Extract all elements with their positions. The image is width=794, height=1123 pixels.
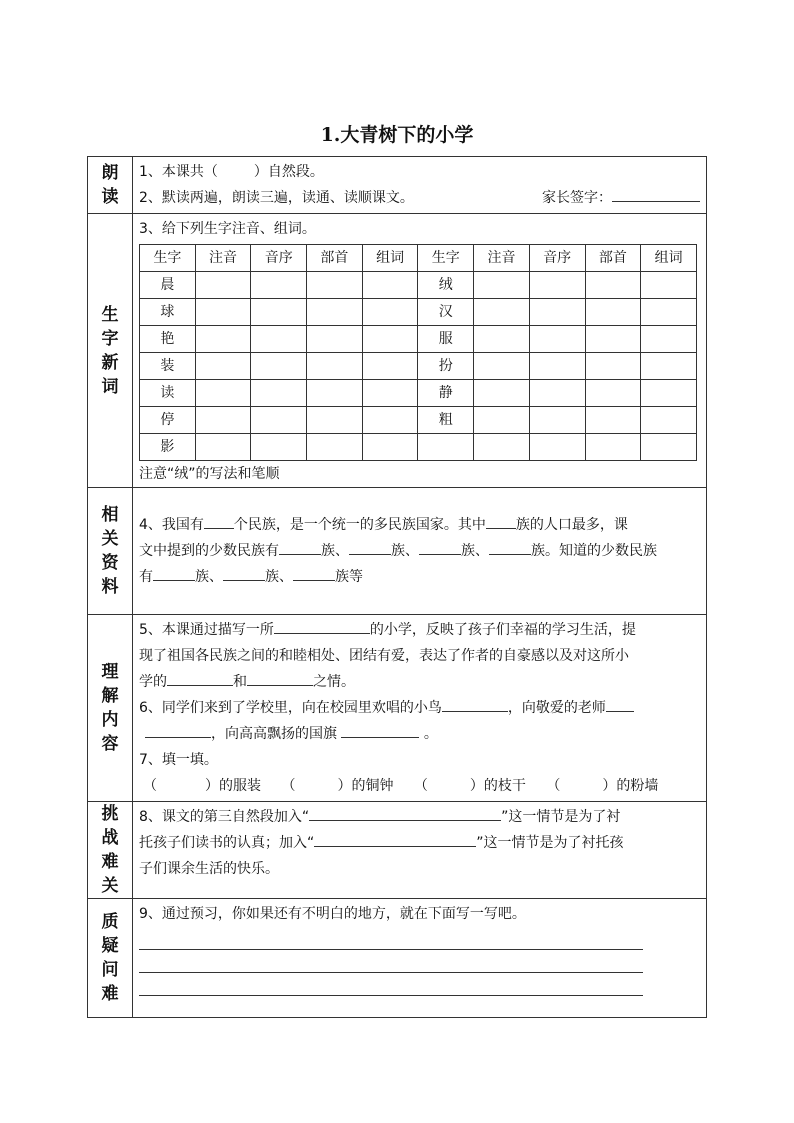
q7-item-3: （ ）的枝干 — [413, 778, 526, 794]
q8-line1 — [139, 804, 700, 830]
vocab-char-cell: 艳 — [140, 326, 196, 353]
q2-text: 2、默读两遍，朗读三遍，读通、读顺课文。 — [139, 190, 414, 206]
vocab-row-3 — [140, 326, 697, 353]
vocab-char-cell: 晨 — [140, 272, 196, 299]
signature — [542, 185, 700, 211]
vocab-answer-cell[interactable] — [251, 407, 307, 434]
vocab-answer-cell[interactable] — [474, 407, 530, 434]
vocab-answer-cell[interactable] — [641, 380, 697, 407]
vocab-answer-cell[interactable] — [251, 326, 307, 353]
info-label-text: 相关资料 — [101, 505, 119, 597]
questions-row — [88, 899, 707, 1018]
q4-part3: 族的人口最多，课 — [515, 517, 628, 533]
vocab-content — [133, 214, 707, 488]
vocab-answer-cell[interactable] — [529, 326, 585, 353]
vocab-answer-cell[interactable] — [362, 353, 418, 380]
vocab-answer-cell[interactable] — [362, 326, 418, 353]
vocab-char-cell: 静 — [418, 380, 474, 407]
vocab-answer-cell[interactable] — [307, 353, 363, 380]
vocab-answer-cell[interactable] — [529, 272, 585, 299]
vocab-answer-cell[interactable] — [307, 434, 363, 461]
q2-line — [139, 185, 700, 211]
vocab-table — [139, 244, 697, 461]
q5-d: 之情。 — [313, 674, 355, 690]
vocab-answer-cell[interactable] — [251, 299, 307, 326]
q5-he: 和 — [233, 674, 247, 690]
vocab-header-cell: 注音 — [474, 245, 530, 272]
signature-label: 家长签字： — [542, 190, 612, 206]
reading-row — [88, 157, 707, 214]
q9-text: 9、通过预习，你如果还有不明白的地方，就在下面写一写吧。 — [139, 906, 526, 922]
vocab-char-cell: 扮 — [418, 353, 474, 380]
q7-item-4: （ ）的粉墙 — [546, 778, 659, 794]
vocab-answer-cell[interactable] — [195, 353, 251, 380]
vocab-char-cell: 服 — [418, 326, 474, 353]
q4-blank-main[interactable] — [486, 512, 516, 529]
q4-zu-c: 族、 — [461, 543, 489, 559]
info-row — [88, 488, 707, 615]
questions-label — [88, 899, 133, 1018]
q6-line1 — [139, 695, 700, 721]
reading-label-text: 朗读 — [101, 163, 119, 207]
q5-blank-a[interactable] — [167, 669, 233, 686]
vocab-answer-cell[interactable] — [641, 299, 697, 326]
vocab-answer-cell[interactable] — [195, 434, 251, 461]
q4-blank-b[interactable] — [349, 538, 391, 555]
vocab-label-text: 生字新词 — [101, 304, 119, 397]
q5-blank-school[interactable] — [274, 617, 370, 634]
vocab-header-row — [140, 245, 697, 272]
questions-label-text: 质疑问难 — [101, 912, 119, 1004]
q4-line3 — [139, 564, 700, 590]
vocab-answer-cell[interactable] — [307, 272, 363, 299]
q5-blank-b[interactable] — [247, 669, 313, 686]
vocab-answer-cell[interactable] — [195, 299, 251, 326]
vocab-row — [88, 214, 707, 488]
vocab-char-cell: 绒 — [418, 272, 474, 299]
vocab-answer-cell[interactable] — [474, 380, 530, 407]
vocab-row-6 — [140, 407, 697, 434]
q6-blank-flag[interactable] — [341, 721, 419, 738]
q6-blank-bird[interactable] — [442, 695, 508, 712]
signature-blank[interactable] — [612, 185, 700, 202]
vocab-answer-cell[interactable] — [474, 326, 530, 353]
worksheet-table — [87, 156, 707, 1018]
vocab-answer-cell[interactable] — [529, 434, 585, 461]
vocab-answer-cell[interactable] — [307, 380, 363, 407]
q8-c: 托孩子们读书的认真；加入“ — [139, 835, 315, 851]
q8-blank-2[interactable] — [314, 830, 476, 847]
vocab-char-cell: 装 — [140, 353, 196, 380]
q5-line2: 现了祖国各民族之间的和睦相处、团结有爱，表达了作者的自豪感以及对这所小 — [139, 648, 629, 664]
q4-line3-start: 有 — [139, 569, 153, 585]
vocab-answer-cell[interactable] — [251, 272, 307, 299]
info-content — [133, 488, 707, 615]
vocab-answer-cell[interactable] — [362, 272, 418, 299]
write-line-1[interactable] — [139, 927, 643, 950]
vocab-answer-cell[interactable] — [362, 434, 418, 461]
q8-d: ”这一情节是为了衬托孩 — [476, 835, 624, 851]
q1-suffix: ）自然段。 — [253, 164, 324, 180]
vocab-answer-cell[interactable] — [529, 353, 585, 380]
q8-a: 8、课文的第三自然段加入“ — [139, 809, 310, 825]
vocab-answer-cell[interactable] — [474, 299, 530, 326]
vocab-answer-cell[interactable] — [251, 380, 307, 407]
write-line-2[interactable] — [139, 950, 643, 973]
q4-part1: 4、我国有 — [139, 517, 204, 533]
vocab-answer-cell[interactable] — [641, 353, 697, 380]
q7-item-1-text: 的服装 — [219, 778, 261, 794]
vocab-header-cell: 组词 — [641, 245, 697, 272]
vocab-label — [88, 214, 133, 488]
q4-blank-a[interactable] — [279, 538, 321, 555]
q6-blank-teacher-a[interactable] — [606, 695, 634, 712]
vocab-answer-cell[interactable] — [585, 353, 641, 380]
q4-zu-e: 族、 — [195, 569, 223, 585]
challenge-content — [133, 802, 707, 899]
vocab-char-cell: 停 — [140, 407, 196, 434]
q8-blank-1[interactable] — [309, 804, 501, 821]
q6-blank-teacher-b[interactable] — [145, 721, 211, 738]
vocab-answer-cell[interactable] — [307, 299, 363, 326]
q3-text: 3、给下列生字注音、组词。 — [139, 221, 316, 237]
q8-b: ”这一情节是为了衬 — [501, 809, 621, 825]
vocab-answer-cell[interactable] — [585, 434, 641, 461]
q7-items — [139, 773, 700, 799]
q6-b: ，向敬爱的老师 — [507, 700, 606, 716]
q6-a: 6、同学们来到了学校里，向在校园里欢唱的小鸟 — [139, 700, 442, 716]
q4-blank-g[interactable] — [293, 564, 335, 581]
q4-zu-deng: 族等 — [335, 569, 363, 585]
q5-line3 — [139, 669, 700, 695]
vocab-char-cell: 粗 — [418, 407, 474, 434]
q7-item-4-text: 的粉墙 — [616, 778, 659, 794]
q7-item-1: （ ）的服装 — [143, 778, 261, 794]
q4-blank-e[interactable] — [153, 564, 195, 581]
vocab-answer-cell[interactable] — [362, 407, 418, 434]
q1-prefix: 1、本课共（ — [139, 164, 218, 180]
q4-part2: 个民族，是一个统一的多民族国家。其中 — [233, 517, 486, 533]
q5-line1 — [139, 617, 700, 643]
vocab-row-4 — [140, 353, 697, 380]
vocab-char-cell — [418, 434, 474, 461]
q4-line2-start: 文中提到的少数民族有 — [139, 543, 279, 559]
questions-content — [133, 899, 707, 1018]
understand-content — [133, 615, 707, 802]
vocab-answer-cell[interactable] — [641, 272, 697, 299]
reading-label — [88, 157, 133, 214]
vocab-answer-cell[interactable] — [195, 326, 251, 353]
vocab-note: 注意“绒”的写法和笔顺 — [139, 466, 280, 482]
write-line-3[interactable] — [139, 973, 643, 996]
vocab-char-cell: 球 — [140, 299, 196, 326]
vocab-answer-cell[interactable] — [251, 434, 307, 461]
page-title: 1.大青树下的小学 — [320, 124, 474, 146]
challenge-label — [88, 802, 133, 899]
vocab-header-cell: 组词 — [362, 245, 418, 272]
vocab-header-cell: 生字 — [418, 245, 474, 272]
q6-line2 — [139, 721, 700, 747]
vocab-answer-cell[interactable] — [585, 299, 641, 326]
vocab-answer-cell[interactable] — [195, 380, 251, 407]
q4-zu-a: 族、 — [321, 543, 349, 559]
vocab-header-cell: 音序 — [251, 245, 307, 272]
q6-end: 。 — [423, 726, 438, 742]
q4-zu-end: 族。知道的少数民族 — [531, 543, 657, 559]
vocab-row-1 — [140, 272, 697, 299]
vocab-answer-cell[interactable] — [195, 272, 251, 299]
vocab-answer-cell[interactable] — [641, 434, 697, 461]
vocab-answer-cell[interactable] — [474, 434, 530, 461]
reading-content — [133, 157, 707, 214]
vocab-answer-cell[interactable] — [307, 326, 363, 353]
vocab-answer-cell[interactable] — [585, 407, 641, 434]
q4-zu-b: 族、 — [391, 543, 419, 559]
vocab-header-cell: 注音 — [195, 245, 251, 272]
q6-c: ，向高高飘扬的国旗 — [211, 726, 337, 742]
vocab-header-cell: 部首 — [585, 245, 641, 272]
vocab-answer-cell[interactable] — [362, 299, 418, 326]
vocab-char-cell: 汉 — [418, 299, 474, 326]
q4-line2 — [139, 538, 700, 564]
q4-blank-count[interactable] — [204, 512, 234, 529]
q7-item-2: （ ）的铜钟 — [281, 778, 394, 794]
challenge-row — [88, 802, 707, 899]
vocab-header-cell: 生字 — [140, 245, 196, 272]
vocab-char-cell: 影 — [140, 434, 196, 461]
q7-item-2-text: 的铜钟 — [351, 778, 394, 794]
q4-blank-d[interactable] — [489, 538, 531, 555]
vocab-answer-cell[interactable] — [474, 353, 530, 380]
q8-line3: 子们课余生活的快乐。 — [139, 861, 279, 877]
vocab-answer-cell[interactable] — [641, 407, 697, 434]
vocab-answer-cell[interactable] — [529, 407, 585, 434]
q5-a: 5、本课通过描写一所 — [139, 622, 274, 638]
vocab-header-cell: 部首 — [307, 245, 363, 272]
vocab-answer-cell[interactable] — [585, 380, 641, 407]
vocab-answer-cell[interactable] — [362, 380, 418, 407]
vocab-answer-cell[interactable] — [307, 407, 363, 434]
q4-blank-c[interactable] — [419, 538, 461, 555]
understand-row — [88, 615, 707, 802]
vocab-char-cell: 读 — [140, 380, 196, 407]
vocab-answer-cell[interactable] — [585, 326, 641, 353]
vocab-answer-cell[interactable] — [529, 299, 585, 326]
vocab-row-7 — [140, 434, 697, 461]
vocab-answer-cell[interactable] — [585, 272, 641, 299]
challenge-label-text: 挑战难关 — [101, 804, 119, 896]
vocab-row-5 — [140, 380, 697, 407]
vocab-answer-cell[interactable] — [474, 272, 530, 299]
q1-line — [139, 159, 700, 185]
understand-label-text: 理解内容 — [101, 662, 119, 754]
vocab-answer-cell[interactable] — [251, 353, 307, 380]
vocab-row-2 — [140, 299, 697, 326]
understand-label — [88, 615, 133, 802]
q7-line: 7、填一填。 — [139, 752, 218, 768]
q5-b: 的小学，反映了孩子们幸福的学习生活，提 — [369, 622, 636, 638]
vocab-answer-cell[interactable] — [195, 407, 251, 434]
q5-c: 学的 — [139, 674, 167, 690]
q7-item-3-text: 的枝干 — [483, 778, 526, 794]
vocab-answer-cell[interactable] — [641, 326, 697, 353]
q4-zu-f: 族、 — [265, 569, 293, 585]
vocab-answer-cell[interactable] — [529, 380, 585, 407]
info-label — [88, 488, 133, 615]
vocab-header-cell: 音序 — [529, 245, 585, 272]
q4-blank-f[interactable] — [223, 564, 265, 581]
q8-line2 — [139, 830, 700, 856]
q4-line1 — [139, 512, 700, 538]
